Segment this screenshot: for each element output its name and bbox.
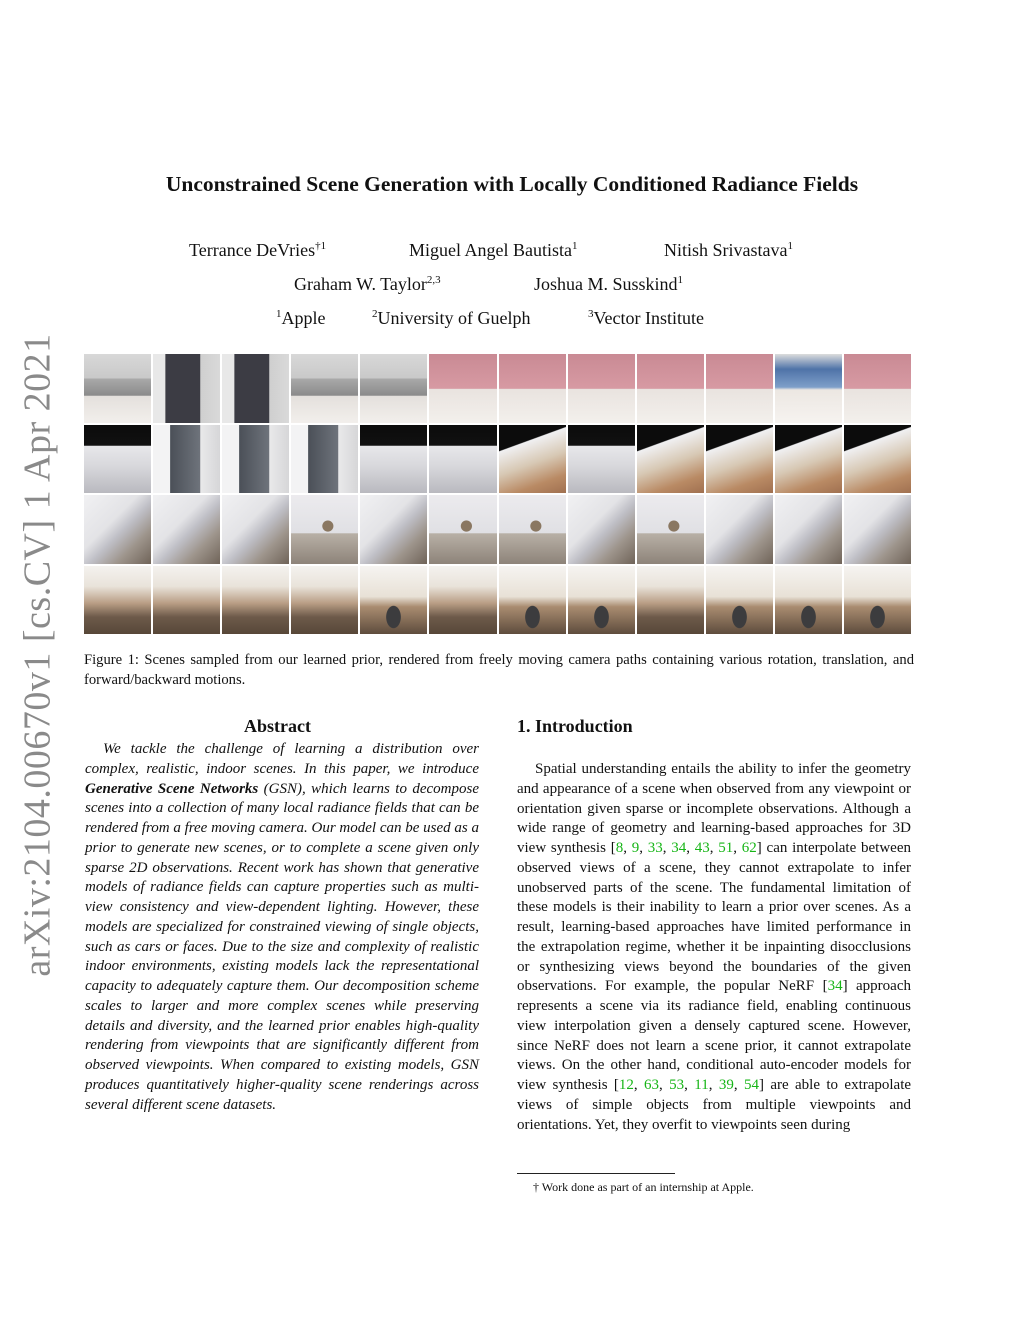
- affiliation-guelph: $^2$University of Guelph: [372, 308, 531, 328]
- scene-thumbnail: [291, 425, 358, 494]
- scene-thumbnail: [775, 354, 842, 423]
- citation-link[interactable]: 8: [615, 840, 624, 856]
- scene-thumbnail: [360, 354, 427, 423]
- author-srivastava: Nitish Srivastava$^1$: [664, 240, 793, 260]
- introduction-text: [517, 760, 911, 1135]
- scene-thumbnail: [844, 354, 911, 423]
- footnote-divider: [517, 1173, 675, 1174]
- scene-thumbnail: [222, 495, 289, 564]
- arxiv-identifier-text: arXiv:2104.00670v1 [cs.CV] 1 Apr 2021: [17, 333, 59, 977]
- scene-thumbnail: [637, 495, 704, 564]
- author-devries: Terrance DeVries$^{\dagger 1}$: [189, 240, 327, 260]
- scene-thumbnail: [499, 566, 566, 635]
- paper-title: Unconstrained Scene Generation with Locally Conditioned Radiance Fields: [165, 172, 859, 196]
- citation-link[interactable]: 34: [827, 978, 843, 995]
- footnote: † Work done as part of an internship at Apple.: [533, 1180, 754, 1194]
- abstract-text: [85, 740, 479, 1115]
- scene-thumbnail: [153, 354, 220, 423]
- scene-thumbnail: [499, 425, 566, 494]
- scene-thumbnail: [706, 566, 773, 635]
- scene-thumbnail: [499, 495, 566, 564]
- abstract-heading: Abstract: [244, 716, 311, 736]
- citation-link[interactable]: 62: [741, 840, 757, 856]
- scene-thumbnail: [84, 566, 151, 635]
- arxiv-identifier: [8, 333, 68, 977]
- scene-thumbnail: [706, 425, 773, 494]
- scene-thumbnail: [499, 354, 566, 423]
- scene-thumbnail: [775, 425, 842, 494]
- abstract-paragraph: We tackle the challenge of learning a distribution over complex, realistic, indoor scenes. In this paper, we introduce Generative Scene Networks (GSN), which learns to decompose scenes into a collection of many local radiance fields that can be rendered from a free moving camera. Our model can be used as a prior to generate new scenes, or to complete a scene given only sparse 2D observations. Recent work has shown that generative models of radiance fields can capture properties such as multi-view consistency and view-dependent lighting. However, these models are specialized for constrained viewing of single objects, such as cars or faces. Due to the size and complexity of realistic indoor environments, existing models lack the representational capacity to adequately capture them. Our decomposition scheme scales to larger and more complex scenes while preserving details and diversity, and the learned prior enables high-quality rendering from viewpoints that are significantly different from observed viewpoints. When compared to existing models, GSN produces quantitatively higher-quality scene renderings across several different scene datasets.: [85, 741, 479, 1113]
- introduction-paragraph: Spatial understanding entails the ability to infer the geometry and appearance of a scene when observed from any viewpoint or orientation given sparse or incomplete observations. Although a wide range of geometry and learning-based approaches for 3D view synthesis [8, 9, 33, 34, 43, 51, 62] can interpolate between observed views of a scene, they cannot extrapolate to infer unobserved parts of the scene. The fundamental limitation of these models is their inability to learn a prior over scenes. As a result, learning-based approaches have limited performance in the extrapolation regime, whether it be inpainting disocclusions or synthesizing views beyond the boundaries of the given observations. For example, the popular NeRF [34] approach represents a scene via its radiance field, enabling continuous view interpolation given a densely captured scene. However, since NeRF does not learn a scene prior, it cannot extrapolate views. On the other hand, conditional auto-encoder models for view synthesis [12, 63, 53, 11, 39, 54] are able to extrapolate views of simple objects from multiple viewpoints and orientations. Yet, they overfit to viewpoints seen during: [517, 761, 912, 1133]
- citation-link[interactable]: 63: [644, 1077, 660, 1093]
- scene-thumbnail: [153, 425, 220, 494]
- author-bautista: Miguel Angel Bautista$^1$: [409, 240, 578, 260]
- scene-thumbnail: [360, 566, 427, 635]
- scene-thumbnail: [222, 425, 289, 494]
- scene-thumbnail: [429, 566, 496, 635]
- gsn-term: Generative Scene Networks: [85, 780, 259, 797]
- introduction-heading: 1. Introduction: [517, 716, 633, 736]
- scene-thumbnail: [568, 425, 635, 494]
- scene-thumbnail: [429, 425, 496, 494]
- scene-thumbnail: [84, 354, 151, 423]
- scene-thumbnail: [775, 566, 842, 635]
- scene-thumbnail: [706, 495, 773, 564]
- citation-link[interactable]: 51: [718, 840, 734, 856]
- scene-thumbnail: [844, 495, 911, 564]
- scene-thumbnail: [568, 354, 635, 423]
- scene-thumbnail: [637, 566, 704, 635]
- scene-thumbnail: [153, 495, 220, 564]
- figure-1-caption: Figure 1: Scenes sampled from our learned prior, rendered from freely moving camera paths containing various rotation, translation, and forward/backward motions.: [84, 652, 914, 688]
- scene-thumbnail: [291, 354, 358, 423]
- citation-link[interactable]: 12: [618, 1077, 634, 1093]
- scene-thumbnail: [222, 354, 289, 423]
- figure-1-image-grid: [84, 354, 911, 634]
- scene-thumbnail: [84, 425, 151, 494]
- scene-thumbnail: [360, 495, 427, 564]
- citation-link[interactable]: 43: [694, 840, 710, 856]
- citation-link[interactable]: 53: [669, 1077, 685, 1093]
- scene-thumbnail: [706, 354, 773, 423]
- author-susskind: Joshua M. Susskind$^1$: [534, 274, 684, 294]
- scene-thumbnail: [844, 425, 911, 494]
- citation-link[interactable]: 11: [694, 1077, 709, 1093]
- scene-thumbnail: [84, 495, 151, 564]
- citation-link[interactable]: 9: [631, 840, 640, 856]
- affiliation-apple: $^1$Apple: [276, 308, 326, 328]
- scene-thumbnail: [637, 425, 704, 494]
- scene-thumbnail: [429, 354, 496, 423]
- scene-thumbnail: [222, 566, 289, 635]
- author-taylor: Graham W. Taylor$^{2,3}$: [294, 274, 441, 294]
- citation-link[interactable]: 54: [743, 1077, 759, 1093]
- scene-thumbnail: [429, 495, 496, 564]
- citation-link[interactable]: 39: [718, 1077, 734, 1093]
- scene-thumbnail: [568, 566, 635, 635]
- scene-thumbnail: [637, 354, 704, 423]
- scene-thumbnail: [291, 495, 358, 564]
- scene-thumbnail: [153, 566, 220, 635]
- scene-thumbnail: [775, 495, 842, 564]
- citation-link[interactable]: 33: [647, 840, 663, 856]
- affiliation-vector: $^3$Vector Institute: [588, 308, 704, 328]
- scene-thumbnail: [360, 425, 427, 494]
- scene-thumbnail: [568, 495, 635, 564]
- scene-thumbnail: [844, 566, 911, 635]
- citation-link[interactable]: 34: [671, 840, 687, 856]
- scene-thumbnail: [291, 566, 358, 635]
